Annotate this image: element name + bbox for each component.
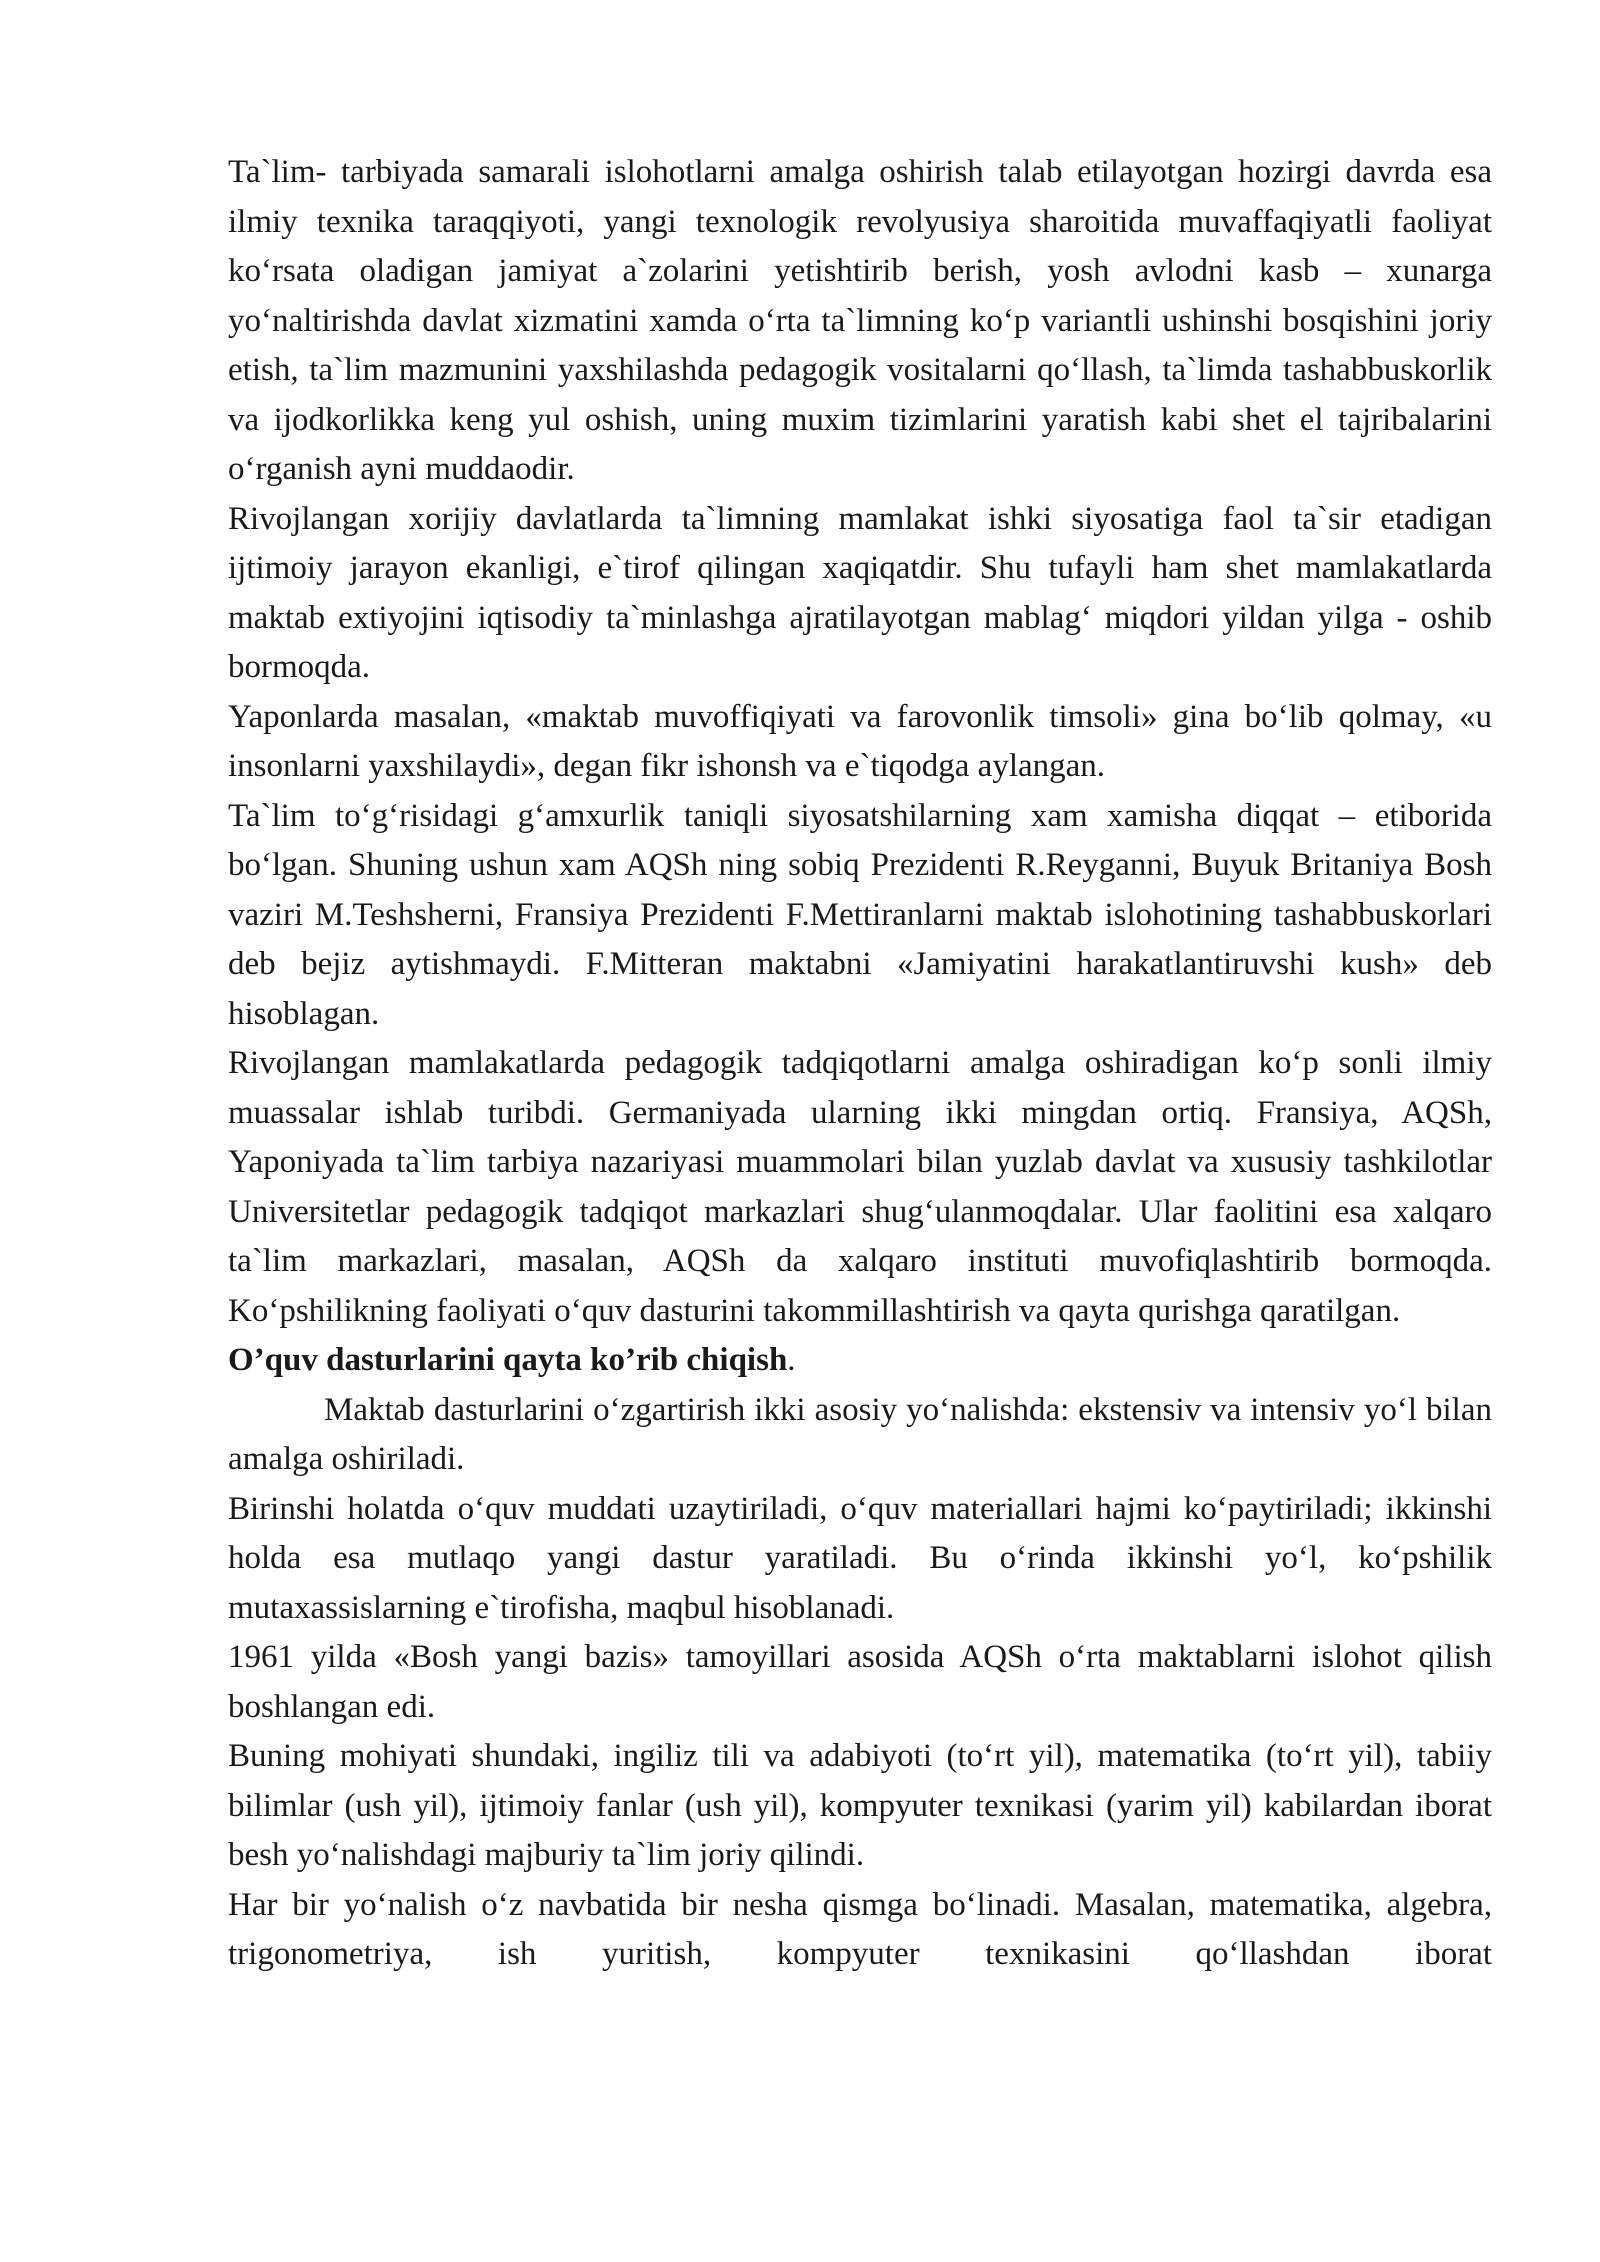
document-body	[228, 148, 1492, 1980]
section-heading	[228, 1336, 1492, 1386]
paragraph-3: Yaponlarda masalan, «maktab muvoffiqiyati va farovonlik timsoli» gina bo‘lib qolmay, «u insonlarni yaxshilaydi», degan fikr ishonsh va e`tiqodga aylangan.	[228, 698, 1492, 784]
paragraph-5: Rivojlangan mamlakatlarda pedagogik tadqiqotlarni amalga oshiradigan ko‘p sonli ilmiy muassalar ishlab turibdi. Germaniyada ularning ikki mingdan ortiq. Fransiya, AQSh, Yaponiyada ta`lim tarbiya nazariyasi muammolari bilan yuzlab davlat va xususiy tashkilotlar Universitetlar pedagogik tadqiqot markazlari shug‘ulanmoqdalar. Ular faolitini esa xalqaro ta`lim markazlari, masalan, AQSh da xalqaro instituti muvofiqlashtirib bormoqda. Ko‘pshilikning faoliyati o‘quv dasturini takommillashtirish va qayta qurishga qaratilgan.	[228, 1045, 1492, 1329]
paragraph-10: Har bir yo‘nalish o‘z navbatida bir nesha qismga bo‘linadi. Masalan, matematika, algebra, trigonometriya, ish yuritish, kompyuter texnikasini qo‘llashdan iborat	[228, 1886, 1492, 1972]
paragraph-2: Rivojlangan xorijiy davlatlarda ta`limning mamlakat ishki siyosatiga faol ta`sir etadigan ijtimoiy jarayon ekanligi, e`tirof qilingan xaqiqatdir. Shu tufayli ham shet mamlakatlarda maktab extiyojini iqtisodiy ta`minlashga ajratilayotgan mablag‘ miqdori yildan yilga - oshib bormoqda.	[228, 500, 1492, 685]
section-heading-period: .	[787, 1342, 796, 1378]
paragraph-4: Ta`lim to‘g‘risidagi g‘amxurlik taniqli siyosatshilarning xam xamisha diqqat – etiborida bo‘lgan. Shuning ushun xam AQSh ning sobiq Prezidenti R.Reyganni, Buyuk Britaniya Bosh vaziri M.Teshsherni, Fransiya Prezidenti F.Mettiranlarni maktab islohotining tashabbuskorlari deb bejiz aytishmaydi. F.Mitteran maktabni «Jamiyatini harakatlantiruvshi kush» deb hisoblagan.	[228, 797, 1492, 1032]
paragraph-1: Ta`lim- tarbiyada samarali islohotlarni amalga oshirish talab etilayotgan hozirgi davrda esa ilmiy texnika taraqqiyoti, yangi texnologik revolyusiya sharoitida muvaffaqiyatli faoliyat ko‘rsata oladigan jamiyat a`zolarini yetishtirib berish, yosh avlodni kasb – xunarga yo‘naltirishda davlat xizmatini xamda o‘rta ta`limning ko‘p variantli ushinshi bosqishini joriy etish, ta`lim mazmunini yaxshilashda pedagogik vositalarni qo‘llash, ta`limda tashabbuskorlik va ijodkorlikka keng yul oshish, uning muxim tizimlarini yaratish kabi shet el tajribalarini o‘rganish ayni muddaodir.	[228, 154, 1492, 487]
paragraph-7: Birinshi holatda o‘quv muddati uzaytiriladi, o‘quv materiallari hajmi ko‘paytiriladi; ikkinshi holda esa mutlaqo yangi dastur yaratiladi. Bu o‘rinda ikkinshi yo‘l, ko‘pshilik mutaxassislarning e`tirofisha, maqbul hisoblanadi.	[228, 1490, 1492, 1626]
paragraph-9: Buning mohiyati shundaki, ingiliz tili va adabiyoti (to‘rt yil), matematika (to‘rt yil), tabiiy bilimlar (ush yil), ijtimoiy fanlar (ush yil), kompyuter texnikasi (yarim yil) kabilardan iborat besh yo‘nalishdagi majburiy ta`lim joriy qilindi.	[228, 1738, 1492, 1873]
section-heading-text: O’quv dasturlarini qayta ko’rib chiqish	[228, 1342, 788, 1378]
paragraph-8: 1961 yilda «Bosh yangi bazis» tamoyillari asosida AQSh o‘rta maktablarni islohot qilish boshlangan edi.	[228, 1639, 1492, 1725]
paragraph-6: Maktab dasturlarini o‘zgartirish ikki asosiy yo‘nalishda: ekstensiv va intensiv yo‘l bilan amalga oshiriladi.	[228, 1391, 1492, 1477]
